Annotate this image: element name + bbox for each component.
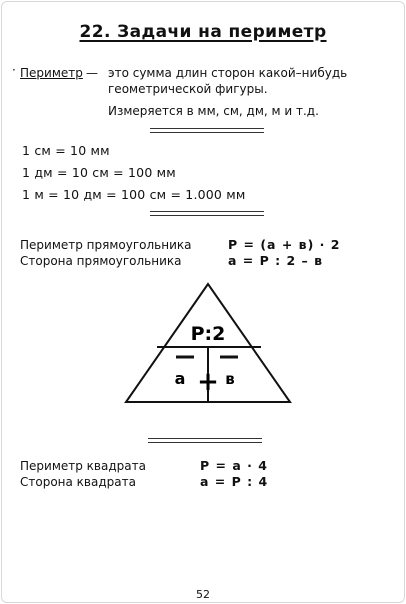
- definition-line-2: геометрической фигуры.: [108, 82, 268, 96]
- conversion-cm: 1 см = 10 мм: [22, 143, 110, 158]
- bullet-mark: ·: [12, 63, 16, 77]
- page-title: [0, 22, 406, 42]
- perimeter-triangle-diagram: [120, 280, 296, 410]
- page-number: 52: [196, 588, 210, 601]
- definition-line-1: это сумма длин сторон какой–нибудь: [108, 66, 348, 80]
- separator-3: [148, 438, 262, 443]
- square-perimeter-label: Периметр квадрата: [20, 459, 146, 473]
- square-side-label: Сторона квадрата: [20, 475, 136, 489]
- square-side-formula: а = Р : 4: [200, 474, 269, 489]
- rectangle-side-label: Сторона прямоугольника: [20, 254, 182, 268]
- title-text: 22. Задачи на периметр: [79, 22, 327, 42]
- separator-2: [150, 211, 264, 216]
- measurement-units: Измеряется в мм, см, дм, м и т.д.: [108, 104, 319, 118]
- rectangle-perimeter-formula: Р = (а + в) · 2: [228, 237, 341, 252]
- square-perimeter-formula: Р = а · 4: [200, 458, 268, 473]
- definition-dash: —: [86, 66, 98, 80]
- triangle-left-label: а: [174, 369, 186, 388]
- rectangle-side-formula: а = Р : 2 – в: [228, 253, 324, 268]
- definition-term: Периметр: [20, 66, 83, 80]
- triangle-top-label: Р:2: [190, 323, 226, 345]
- conversion-dm: 1 дм = 10 см = 100 мм: [22, 165, 176, 180]
- rectangle-perimeter-label: Периметр прямоугольника: [20, 238, 192, 252]
- conversion-m: 1 м = 10 дм = 100 см = 1.000 мм: [22, 187, 246, 202]
- triangle-right-label: в: [225, 370, 235, 388]
- triangle-plus-sign: +: [197, 367, 219, 397]
- separator-1: [150, 128, 264, 133]
